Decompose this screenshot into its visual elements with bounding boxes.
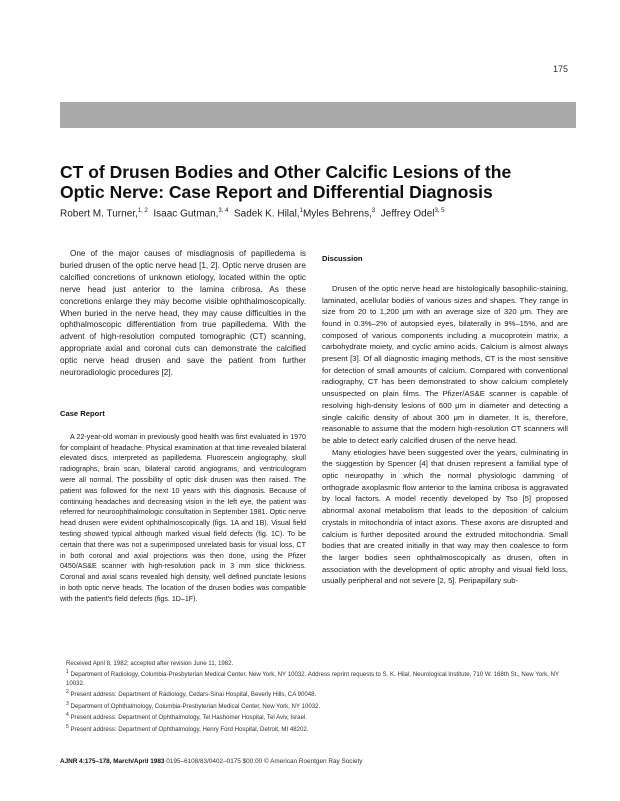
footnote-number: 4 bbox=[66, 712, 69, 719]
author-affiliation: 3, 4 bbox=[218, 208, 229, 214]
page-number: 175 bbox=[552, 64, 568, 74]
journal-citation bbox=[60, 758, 576, 765]
footnote-text: Present address: Department of Radiology, Cedars-Sinai Hospital, Beverly Hills, CA 90048. bbox=[70, 691, 317, 699]
footnote bbox=[66, 723, 576, 734]
footnote-number: 3 bbox=[66, 700, 69, 707]
footnote-number: 1 bbox=[66, 669, 69, 676]
author-name: Sadek K. Hilal, bbox=[234, 208, 300, 220]
left-column bbox=[60, 248, 306, 605]
intro-paragraph: One of the major causes of misdiagnosis of papilledema is buried drusen of the optic nerve head [1, 2]. Optic nerve drusen are calcified concretions of unknown etiology, located within the optic nerve head just anterior to the lamina cribrosa. As these concretions enlarge they may become visible ophthalmoscopically. When buried in the nerve head, they may cause difficulties in the ophthalmoscopic differentiation from true papilledema. With the advent of high-resolution computed tomographic (CT) scanning, appropriate axial and coronal cuts can demonstrate the calcified optic nerve head drusen and save the patient from further neuroradiologic procedures [2]. bbox=[60, 249, 306, 378]
author-affiliation: 1, 2 bbox=[137, 208, 148, 214]
discussion-paragraph: Drusen of the optic nerve head are histologically basophilic-staining, laminated, acellular bodies of various sizes and shapes. They range in size from 20 to 1,200 μm with an average size of 320 μm. They are found in 0.3%–2% of autopsied eyes, bilaterally in 9%–15%, and are composed of various components including a mucoprotein matrix, a carbohydrate moiety, and cyclic amino acids. Calcium is almost always present [3]. Of all diagnostic imaging methods, CT is the most sensitive for detection of small amounts of calcium. Compared with conventional radiography, CT has been demonstrated to show calcium completely unsuspected on plain films. The Pfizer/AS&E scanner is capable of resolving high-density lesions of 600 μm in diameter and detecting a single calcific density of about 300 μm in diameter. It is, therefore, reasonable to assume that the modern high-resolution CT scanners will be able to detect early calcified drusen of the nerve head. bbox=[322, 283, 568, 445]
footnote bbox=[66, 688, 576, 699]
footnotes bbox=[60, 660, 576, 734]
footnote-number: 2 bbox=[66, 689, 69, 696]
footnote-text: Present address: Department of Ophthalmology, Tel Hashomer Hospital, Tel Aviv, Israel. bbox=[70, 714, 308, 722]
footnote-text: Department of Ophthalmology, Columbia-Presbyterian Medical Center, New York, NY 10032. bbox=[70, 702, 321, 710]
author-name: Robert M. Turner, bbox=[60, 208, 138, 220]
footnote-text: Department of Radiology, Columbia-Presbyterian Medical Center, New York, NY 10032. Address reprint requests to S. K. Hilal, Neurological Institute, 710 W. 168th St., New York, NY 10032. bbox=[66, 671, 559, 687]
author-affiliation: 1 bbox=[299, 208, 303, 214]
author-list bbox=[60, 208, 580, 219]
journal-ref: AJNR 4:175–178, March/April 1983 bbox=[60, 758, 165, 765]
author-affiliation: 3 bbox=[371, 208, 376, 214]
footnote bbox=[66, 668, 576, 688]
author-name: Isaac Gutman, bbox=[153, 208, 219, 220]
footnote bbox=[66, 700, 576, 711]
discussion-heading: Discussion bbox=[322, 254, 363, 263]
right-column bbox=[322, 248, 568, 587]
case-report-paragraph: A 22-year-old woman in previously good health was first evaluated in 1970 for complaint of headache. Physical examination at that time revealed bilateral elevated discs, interpreted as papilledema. Fluorescein angiography, skull radiographs, brain scan, bilateral carotid angiograms, and ventriculogram were all normal. The possibility of optic disk drusen was then raised. The patient was followed for the next 10 years with this diagnosis. Because of continuing headaches and decreasing vision in the left eye, the patient was referred for neuroophthalmologic consultation in September 1981. Optic nerve head drusen were evident ophthalmoscopically (figs. 1A and 1B). Visual field testing showed typical although marked visual field defects (fig. 1C). To be certain that there was not a superimposed unrelated basis for visual loss, CT in both coronal and axial projections was then done, using the Pfizer 0450/AS&E scanner with high-resolution pack in 3 mm slice thickness. Coronal and axial scans revealed high density, well defined punctate lesions in both optic nerve heads. The location of the drusen bodies was compatible with the patient’s field defects (figs. 1D–1F). bbox=[60, 432, 306, 603]
case-report-heading: Case Report bbox=[60, 408, 105, 418]
article-title: CT of Drusen Bodies and Other Calcific Lesions of the Optic Nerve: Case Report and Differential Diagnosis bbox=[60, 162, 512, 202]
header-band bbox=[60, 102, 576, 128]
footnote-number: 5 bbox=[66, 723, 69, 730]
journal-meta: 0195–6108/83/0402–0175 $00.00 © American Roentgen Ray Society bbox=[166, 758, 363, 765]
author-affiliation: 3, 5 bbox=[434, 208, 445, 214]
author-name: Myles Behrens, bbox=[302, 208, 372, 220]
discussion-paragraph: Many etiologies have been suggested over the years, culminating in the suggestion by Spencer [4] that drusen represent a familial type of optic neuropathy in which the normal physiologic damming of orthograde axoplasmic flow anterior to the lamina cribosa is aggravated by local factors. A model recently developed by Tso [5] proposed abnormal axonal metabolism that leads to the deposition of calcium crystals in mitochondria of intact axons. These axons are disrupted and calcium is further deposited around the extruded mitochondria. Small bodies that are created initially in that way may then coalesce to form the larger bodies seen ophthalmoscopically as drusen, often in association with the development of optic atrophy and visual field loss, usually peripheral and not severe [2, 5]. Peripapillary sub- bbox=[322, 447, 568, 586]
received-note: Received April 8, 1982; accepted after revision June 11, 1982. bbox=[66, 660, 234, 667]
footnote-text: Present address: Department of Ophthalmology, Henry Ford Hospital, Detroit, MI 48202. bbox=[70, 725, 309, 733]
author-name: Jeffrey Odel bbox=[380, 208, 435, 220]
footnote bbox=[66, 711, 576, 722]
